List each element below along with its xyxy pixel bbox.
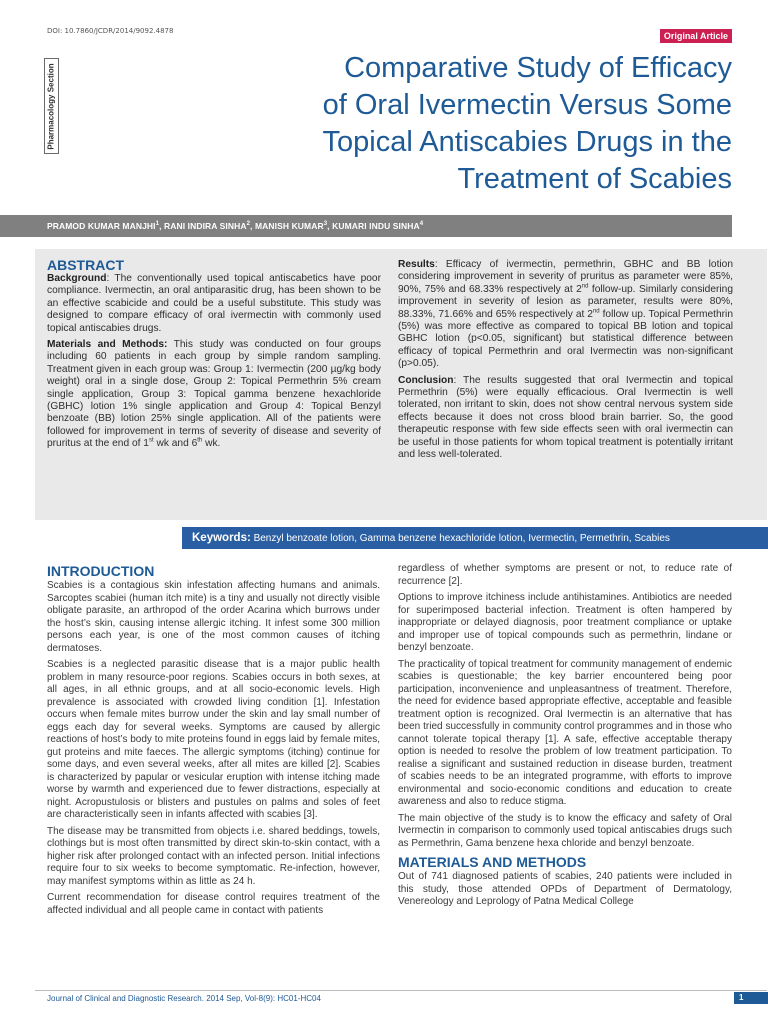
paragraph: Options to improve itchiness include antihistamines. Antibiotics are needed for superimposed bacterial infection. Treatment is often hampered by inappropriate or delayed diagnosis, poor treatment compliance or uptake and improper use of topical compounds such as permethrin, lindane or benzyl benzoate. [398,592,732,653]
paragraph: Scabies is a contagious skin infestation affecting humans and animals. Sarcoptes scabiei (human itch mite) is a tiny and usually not directly visible obligate parasite, an arthropod of the order Acarina which burrows under the host’s skin, causing intense allergic itching. It infest some 300 million persons each year, is one of the most common causes of itching dermatoses. [47,580,380,654]
section-tab [44,58,59,154]
author-affiliation: 2 [246,221,251,228]
article-title [262,50,732,198]
article-type-badge: Original Article [660,29,732,43]
author-affiliation: 1 [155,221,160,228]
introduction-heading: INTRODUCTION [47,563,155,579]
paragraph: The main objective of the study is to know the efficacy and safety of Oral Ivermectin in comparison to commonly used topical antiscabies drugs such as Permethrin, Gama benzene hexa chloride and benzyl benzoate. [398,812,732,849]
paragraph: Out of 741 diagnosed patients of scabies, 240 patients were included in this study, those attended OPDs of Department of Dermatology, Venereology and Leprology of Patna Medical College [398,871,732,907]
title-line: Comparative Study of Efficacy [344,52,732,84]
abstract-right-column [398,259,733,466]
section-label: Pharmacology Section [47,62,56,150]
methods-heading: MATERIALS AND METHODS [398,854,587,870]
author-name: RANI INDIRA SINHA [164,221,247,231]
abstract-methods: Materials and Methods: This study was conducted on four groups including 60 patients in each group by simple random sampling. Treatment given in each group was: Group 1: Ivermectin (200 µg/kg body weight) oral in a single dose, Group 2: Topical Permethrin 5% cream single application, Group 3: Topical gamma benzene hexachloride (GBHC) lotion 1% single application and Group 4: Topical Benzyl benzoate (BB) lotion 25% single application. All of the patients were followed for improvement in terms of severity of disease and severity of pruritus at the end of 1st wk and 6th wk. [47,339,382,450]
paragraph: The disease may be transmitted from objects i.e. shared beddings, towels, clothings but is most often transmitted by direct skin-to-skin contact, with a higher risk after prolonged contact with an infected person. Initial infections require four to six weeks to become symptomatic. Re-infection, however, may manifest symptoms within as little as 24 h. [47,825,380,887]
title-line: of Oral Ivermectin Versus Some [322,89,732,121]
abstract-results: Results: Efficacy of ivermectin, permethrin, GBHC and BB lotion considering improvement in severity of pruritus as parameter were 85%, 90%, 75% and 68.33% respectively at 2nd follow-up. Similarly considering improvement in severity of lesion as parameter, results were 80%, 88.33%, 71.66% and 65% respectively at 2nd follow up. Topical Permethrin (5%) was more effective as compared to topical BB lotion and topical GBHC lotion (p<0.05, significant) but statistical difference between efficacy of topical Permethrin and oral Ivermectin was non-significant (p>0.05). [398,259,733,370]
page-number: 1 [734,992,768,1004]
journal-citation: Journal of Clinical and Diagnostic Research. 2014 Sep, Vol-8(9): HC01-HC04 [47,994,321,1003]
paragraph: regardless of whether symptoms are present or not, to reduce rate of recurrence [2]. [398,563,732,587]
author-name: KUMARI INDU SINHA [332,221,420,231]
body-right-column [398,563,732,913]
keywords-label: Keywords: [192,532,251,544]
paragraph: Scabies is a neglected parasitic disease that is a major public health problem in many resource-poor regions. Scabies occurs in both sexes, at all ages, in all ethnic groups, and at all socio-economic levels. High prevalence is associated with crowded living condition [1]. Infestation occurs when female mites burrow under the skin and lay small number of eggs each day for several weeks. Symptoms are caused by allergic reactions of host’s body to mite proteins found in eggs laid by female mites, gut proteins and mite faeces. The allergic symptoms (itching) continue for some days, and even several weeks, after all mites are killed [2]. Scabies is characterized by papular or vesicular eruption with intense itching made worse by warmth and experienced due to fewer distractions, especially at night. Acropustulosis or blisters and pustules on palms and soles of feet are characteristically seen in infants affected with scabies [3]. [47,659,380,820]
keywords-text: Benzyl benzoate lotion, Gamma benzene hexachloride lotion, Ivermectin, Permethrin, Scabies [250,533,670,544]
results-label: Results [398,259,435,270]
conclusion-label: Conclusion [398,374,454,386]
paragraph: The practicality of topical treatment for community management of endemic scabies is questionable; the key barrier encountered being poor participation, inconvenience and unpleasantness of treatment. Therefore, the need for evidence based appropriate effective, acceptable and feasible treatment option is recognized. Oral Ivermectin is an alternative that has been tried successfully in community control programmes and in those who cannot tolerate topical therapy [1]. A safe, effective acceptable therapy option is needed to resolve the problem of low treatment participation. To realise a significant and sustained reduction in disease burden, treatment of scabies needs to be an integrated programme, with efforts to improve environmental and socio-economic conditions and education to create awareness and also to reduce stigma. [398,658,732,807]
abstract-conclusion: Conclusion: The results suggested that oral Ivermectin and topical Permethrin (5%) were equally efficacious. Oral Ivermectin is well tolerated, non irritant to skin, does not show central nervous system side effects because it does not cross blood brain barrier. So, the good therapeutic response with few side effects seen with oral ivermectin can be useful in those patients for whom topical treatment is potentially irritant and less well-tolerated. [398,374,733,461]
keywords-bar [182,527,768,549]
doi-text: DOI: 10.7860/JCDR/2014/9092.4878 [47,27,174,35]
author-affiliation: 3 [323,221,328,228]
author-affiliation: 4 [419,221,424,228]
author-name: PRAMOD KUMAR MANJHI [47,221,156,231]
title-line: Topical Antiscabies Drugs in the [322,126,732,158]
background-label: Background [47,273,107,284]
authors-bar: PRAMOD KUMAR MANJHI$^1$, RANI INDIRA SINHA$^2$, MANISH KUMAR$^3$, KUMARI INDU SINHA$^4$ [0,215,732,237]
body-left-column [47,563,380,921]
abstract-left-column [47,257,381,455]
paragraph: Current recommendation for disease control requires treatment of the affected individual and all people came in contact with patients [47,892,380,916]
methods-label: Materials and Methods: [47,339,168,351]
author-name: MANISH KUMAR [254,221,324,231]
abstract-background: Background: The conventionally used topical antiscabetics have poor compliance. Ivermectin, an oral antiparasitic drug, has been shown to be an effective scabicide and could be a useful substitute. This study was designed to compare efficacy of oral ivermectin with commonly used topical antiscabies drugs. [47,273,381,334]
abstract-box [35,249,767,520]
title-line: Treatment of Scabies [457,163,732,195]
abstract-heading: ABSTRACT [47,257,124,273]
footer-divider [35,990,767,991]
